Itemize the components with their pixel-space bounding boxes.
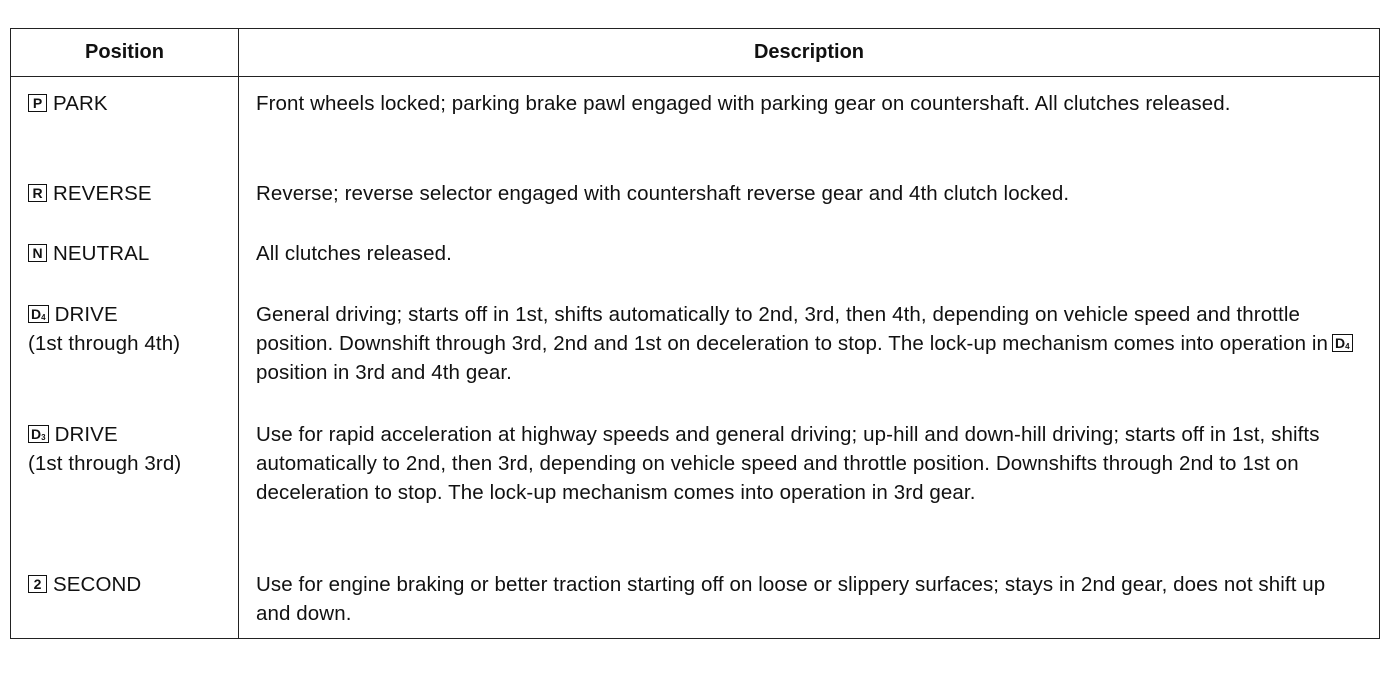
description-cell: Use for rapid acceleration at highway speeds and general driving; up-hill and down-hill driving; starts off in 1st, shifts automatically to 2nd, then 3rd, depending on vehicle speed and throttle position. Downshifts through 2nd to 1st on deceleration to stop. The lock-up mechanism comes into operation in 3rd gear. <box>239 408 1380 558</box>
table-row-drive-d3 <box>11 408 1380 558</box>
table-header <box>11 29 1380 77</box>
position-label: DRIVE <box>54 423 118 446</box>
position-label: REVERSE <box>53 182 152 205</box>
position-cell <box>11 167 239 227</box>
header-row <box>11 29 1380 77</box>
gear-badge-p-icon: P <box>28 94 47 112</box>
table-row-reverse <box>11 167 1380 227</box>
description-cell: All clutches released. <box>239 227 1380 288</box>
description-cell: Use for engine braking or better traction starting off on loose or slippery surfaces; stays in 2nd gear, does not shift up and down. <box>239 558 1380 639</box>
position-label: PARK <box>53 92 108 115</box>
table-row-park <box>11 77 1380 168</box>
description-cell <box>239 288 1380 408</box>
column-header-description: Description <box>239 29 1380 77</box>
shift-position-table-container <box>10 28 1379 639</box>
position-label: SECOND <box>53 573 142 596</box>
table-row-neutral <box>11 227 1380 288</box>
position-cell <box>11 227 239 288</box>
position-cell <box>11 77 239 168</box>
position-cell <box>11 288 239 408</box>
table-row-second <box>11 558 1380 639</box>
gear-badge-d4-icon: $D_4$ <box>28 305 49 323</box>
gear-badge-n-icon: N <box>28 244 47 262</box>
position-label: NEUTRAL <box>53 242 150 265</box>
description-cell: Front wheels locked; parking brake pawl engaged with parking gear on countershaft. All clutches released. <box>239 77 1380 168</box>
position-cell <box>11 408 239 558</box>
description-cell: Reverse; reverse selector engaged with countershaft reverse gear and 4th clutch locked. <box>239 167 1380 227</box>
gear-badge-r-icon: R <box>28 184 47 202</box>
gear-badge-2-icon: 2 <box>28 575 47 593</box>
position-sublabel: (1st through 3rd) <box>28 452 182 475</box>
description-text-after: position in 3rd and 4th gear. <box>256 361 512 384</box>
position-cell <box>11 558 239 639</box>
shift-position-table <box>10 28 1380 639</box>
position-label: DRIVE <box>54 303 118 326</box>
column-header-position: Position <box>11 29 239 77</box>
description-text-before: General driving; starts off in 1st, shifts automatically to 2nd, 3rd, then 4th, depending on vehicle speed and throttle position. Downshift through 3rd, 2nd and 1st on deceleration to stop. The lock-up mechanism comes into operation in <box>256 303 1329 355</box>
table-body <box>11 77 1380 639</box>
table-row-drive-d4 <box>11 288 1380 408</box>
gear-badge-d3-icon: $D_3$ <box>28 425 49 443</box>
position-sublabel: (1st through 4th) <box>28 332 181 355</box>
gear-badge-d4-inline-icon: $D_4$ <box>1332 334 1353 352</box>
